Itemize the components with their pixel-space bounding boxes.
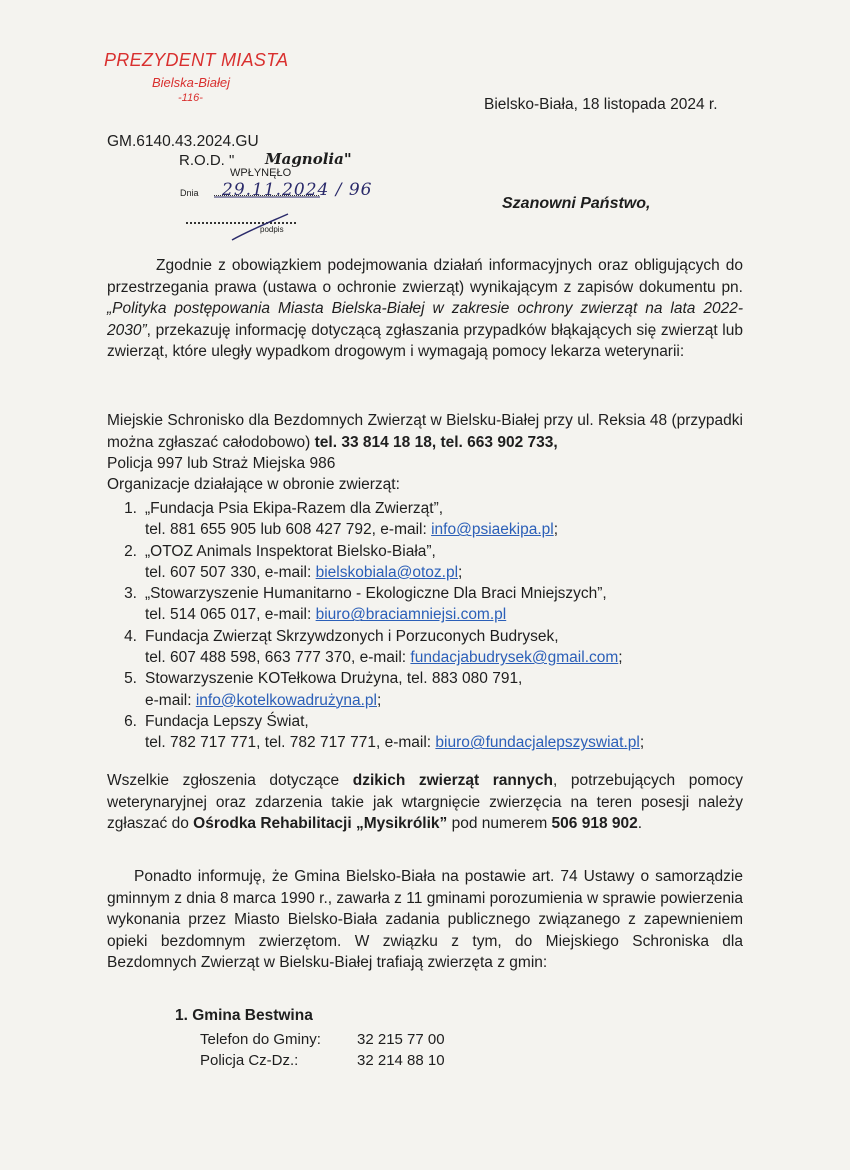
- list-number: 6.: [124, 712, 137, 730]
- organizations-list: [107, 498, 747, 754]
- received-stamp-rod: R.O.D. ": [179, 152, 235, 169]
- contact-value: 32 214 88 10: [357, 1052, 445, 1069]
- list-item: [107, 668, 747, 711]
- list-number: 2.: [124, 542, 137, 560]
- stamp-title: PREZYDENT MIASTA: [104, 50, 289, 70]
- handwritten-date: 29.11.2024 / 96: [222, 180, 373, 200]
- org-contact: tel. 607 488 598, 663 777 370, e-mail:: [145, 649, 411, 667]
- paragraph-intro: [107, 255, 743, 363]
- org-contact: tel. 782 717 771, tel. 782 717 771, e-mail:: [145, 734, 436, 752]
- list-number: 1.: [124, 500, 137, 517]
- document-title: „Polityka postępowania Miasta Bielska-Białej w zakresie ochrony zwierząt na lata 2022-2030”: [107, 300, 743, 339]
- place-date: Bielsko-Biała, 18 listopada 2024 r.: [484, 96, 718, 113]
- email-link[interactable]: info@kotelkowadrużyna.pl: [195, 691, 377, 709]
- list-item: [107, 626, 747, 669]
- stamp-number: -116-: [178, 92, 203, 104]
- wild-text: Wszelkie zgłoszenia dotyczące: [107, 772, 353, 789]
- list-item: [107, 541, 747, 584]
- rehab-center-name: Ośrodka Rehabilitacji „Mysikrólik”: [193, 815, 448, 833]
- salutation: Szanowni Państwo,: [502, 195, 651, 212]
- intro-text: Zgodnie z obowiązkiem podejmowania działań informacyjnych oraz obligujących do przestrzegania prawa (ustawa o ochronie zwierząt) wynikającym z zapisów dokumentu pn.: [107, 257, 743, 296]
- punctuation: ;: [458, 563, 463, 581]
- org-contact: tel. 881 655 905 lub 608 427 792, e-mail:: [145, 521, 432, 539]
- paragraph-wild-animals: [107, 770, 743, 835]
- org-name: „Stowarzyszenie Humanitarno - Ekologiczne Dla Braci Mniejszych”,: [145, 585, 607, 603]
- punctuation: ;: [639, 734, 645, 752]
- organizations-heading: Organizacje działające w obronie zwierząt:: [107, 476, 400, 493]
- list-number: 3.: [124, 585, 137, 603]
- police-line: Policja 997 lub Straż Miejska 986: [107, 455, 336, 472]
- org-name: „OTOZ Animals Inspektorat Bielsko-Biała”,: [145, 542, 436, 560]
- punctuation: .: [637, 815, 643, 833]
- org-name: Fundacja Lepszy Świat,: [145, 712, 309, 730]
- email-link[interactable]: biuro@braciamniejsi.com.pl: [315, 606, 507, 624]
- received-date-label: Dnia: [180, 188, 199, 198]
- reference-number: GM.6140.43.2024.GU: [107, 133, 259, 150]
- email-link[interactable]: info@psiaekipa.pl: [431, 521, 554, 539]
- org-name: Stowarzyszenie KOTełkowa Drużyna, tel. 883 080 791,: [145, 670, 523, 688]
- wild-text: pod numerem: [447, 815, 552, 833]
- list-number: 4.: [124, 627, 137, 645]
- wild-text: , potrzebujących pomocy weterynaryjnej oraz zdarzenia takie jak wtargnięcie zwierzęcia na teren posesji należy zgłaszać do: [107, 772, 743, 833]
- signature-scribble: [232, 214, 288, 240]
- contact-label: Policja Cz-Dz.:: [200, 1052, 299, 1069]
- signature-label: podpis: [260, 225, 284, 234]
- email-link[interactable]: biuro@fundacjalepszyswiat.pl: [435, 734, 640, 752]
- contact-value: 32 215 77 00: [357, 1031, 445, 1048]
- received-stamp-name: Magnolia": [265, 150, 352, 168]
- received-stamp-label: WPŁYNĘŁO: [230, 167, 292, 179]
- stamp-city: Bielska-Białej: [152, 75, 231, 90]
- rehab-phone: 506 918 902: [551, 815, 638, 833]
- gmina-title: 1. Gmina Bestwina: [175, 1007, 313, 1024]
- org-contact: tel. 607 507 330, e-mail:: [145, 563, 316, 581]
- list-item: [107, 498, 747, 541]
- intro-text-end: , przekazuję informację dotyczącą zgłaszania przypadków błąkających się zwierząt lub zwierząt, które uległy wypadkom drogowym i wymagają pomocy lekarza weterynarii:: [107, 321, 743, 361]
- wild-animals-bold: dzikich zwierząt rannych: [352, 772, 554, 789]
- paragraph-agreements: Ponadto informuję, że Gmina Bielsko-Biała na postawie art. 74 Ustawy o samorządzie gminnym z dnia 8 marca 1990 r., zawarła z 11 gminami porozumienia w sprawie powierzenia wykonania przez Miasto Bielsko-Biała zadania publicznego związanego z zapewnieniem opieki bezdomnym zwierzętom. W związku z tym, do Miejskiego Schroniska dla Bezdomnych Zwierząt w Bielsku-Białej trafiają zwierzęta z gmin:: [107, 868, 743, 972]
- shelter-phones: tel. 33 814 18 18, tel. 663 902 733,: [314, 433, 558, 451]
- email-link[interactable]: bielskobiala@otoz.pl: [315, 563, 459, 581]
- shelter-text: Miejskie Schronisko dla Bezdomnych Zwierząt w Bielsku-Białej przy ul. Reksia 48 (przypadki można zgłaszać całodobowo): [107, 412, 743, 451]
- list-item: [107, 711, 747, 754]
- paragraph-shelter: [107, 410, 743, 453]
- list-item: [107, 583, 747, 626]
- list-number: 5.: [124, 670, 137, 688]
- email-link[interactable]: fundacjabudrysek@gmail.com: [410, 649, 619, 667]
- org-name: Fundacja Zwierząt Skrzywdzonych i Porzuconych Budrysek,: [145, 627, 559, 645]
- punctuation: ;: [553, 521, 559, 539]
- org-contact: tel. 514 065 017, e-mail:: [145, 606, 316, 624]
- punctuation: ;: [618, 649, 623, 667]
- contact-label: Telefon do Gminy:: [200, 1031, 321, 1048]
- org-contact: e-mail:: [145, 691, 196, 709]
- punctuation: ;: [377, 691, 382, 709]
- org-name: „Fundacja Psia Ekipa-Razem dla Zwierząt”,: [145, 500, 444, 517]
